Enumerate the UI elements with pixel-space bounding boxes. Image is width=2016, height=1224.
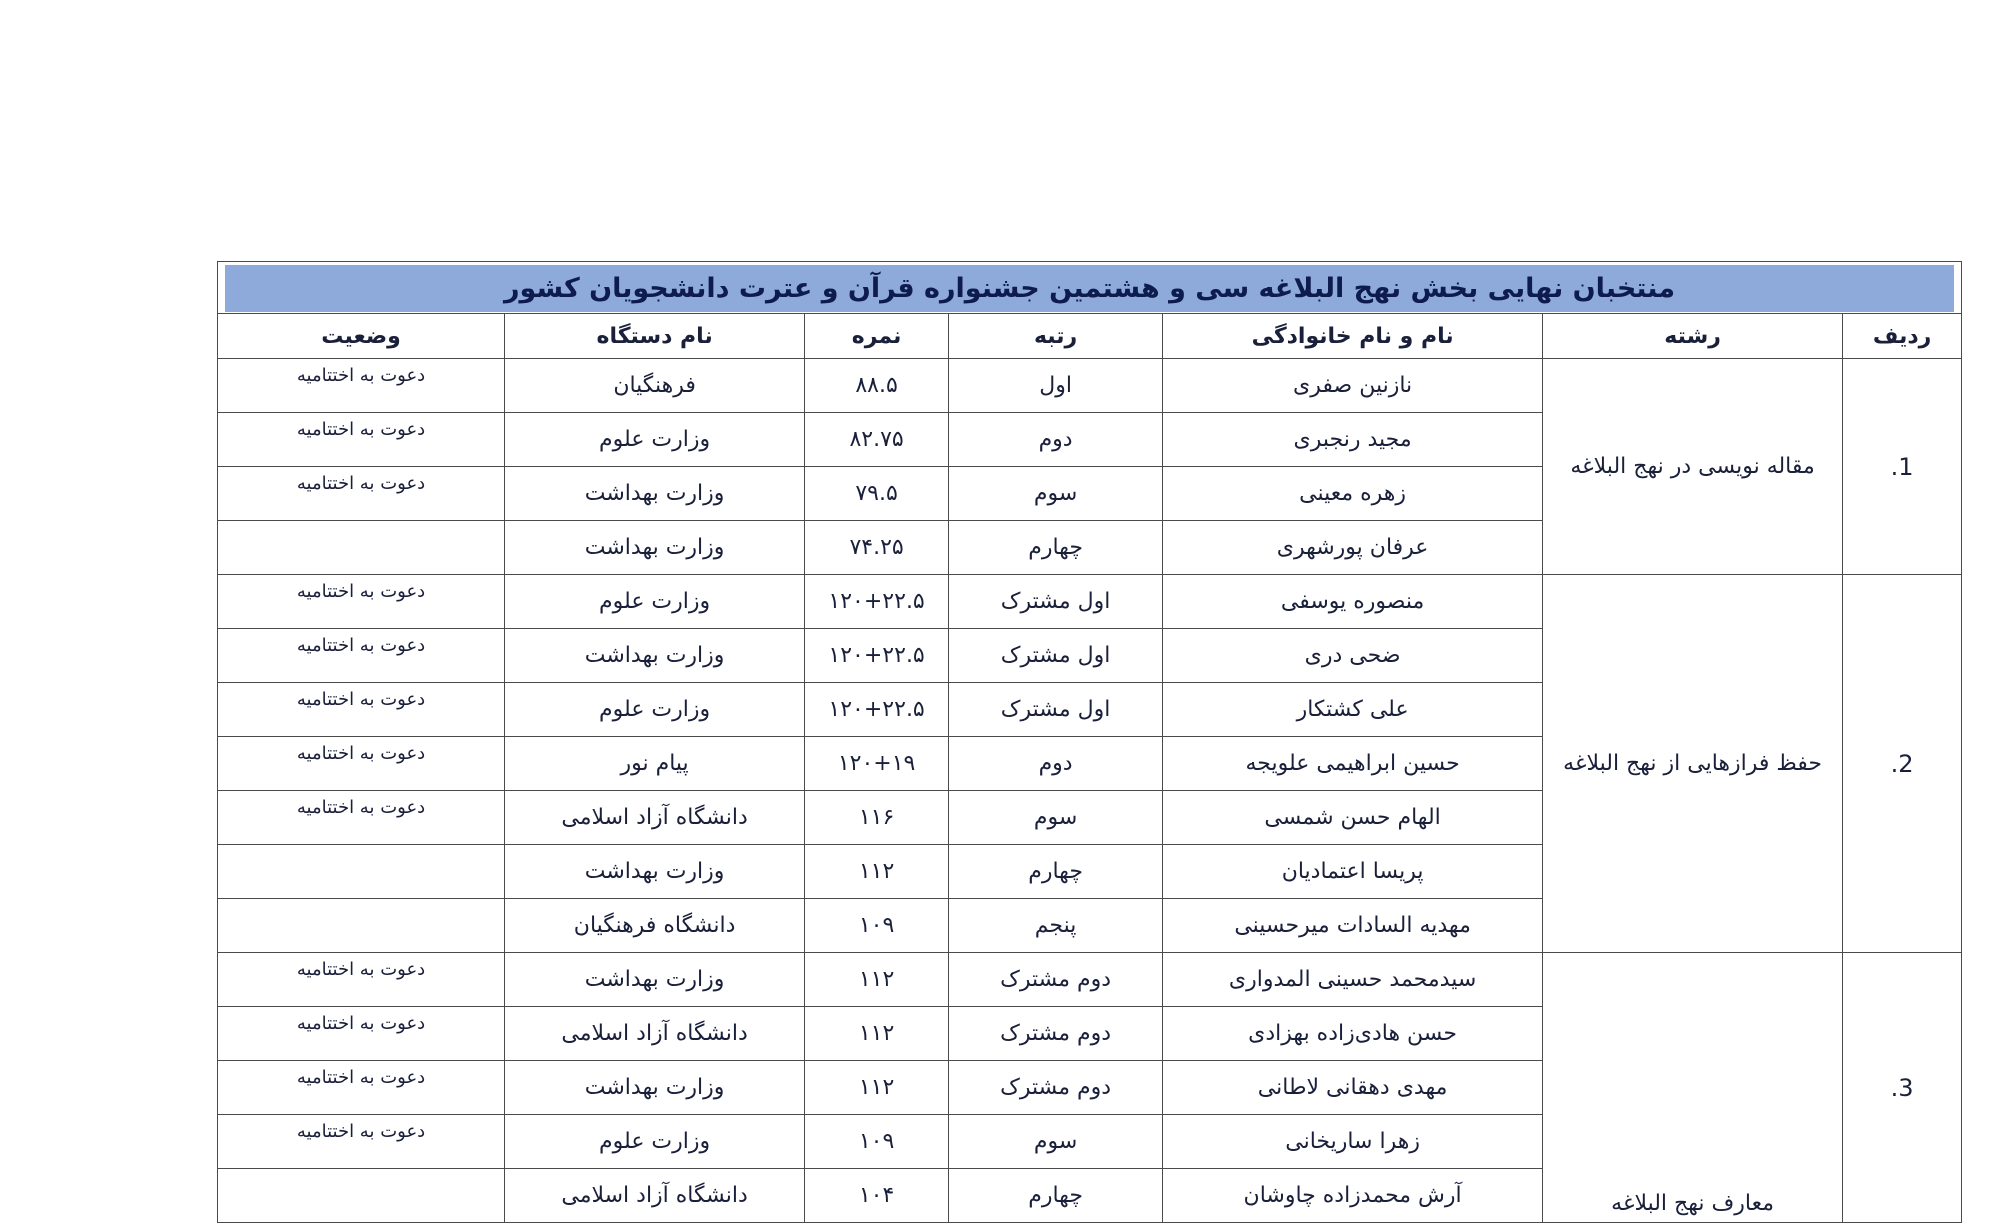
rank-cell: دوم (949, 413, 1163, 467)
status-cell: دعوت به اختتامیه (218, 791, 505, 845)
score-cell: ۱۲۰+۱۹ (805, 737, 949, 791)
status-cell: دعوت به اختتامیه (218, 1007, 505, 1061)
status-cell (218, 899, 505, 953)
organization-cell: وزارت بهداشت (505, 953, 805, 1007)
rank-cell: چهارم (949, 1169, 1163, 1223)
status-cell: دعوت به اختتامیه (218, 1061, 505, 1115)
status-cell: دعوت به اختتامیه (218, 467, 505, 521)
group-number: 2. (1843, 575, 1962, 953)
results-table (217, 261, 1962, 1223)
status-cell: دعوت به اختتامیه (218, 413, 505, 467)
name-cell: ضحی دری (1163, 629, 1543, 683)
status-cell: دعوت به اختتامیه (218, 575, 505, 629)
organization-cell: وزارت علوم (505, 575, 805, 629)
name-cell: مهدیه السادات میرحسینی (1163, 899, 1543, 953)
group-field: مقاله نویسی در نهج البلاغه (1543, 359, 1843, 575)
status-cell (218, 845, 505, 899)
organization-cell: وزارت علوم (505, 683, 805, 737)
header-organization: نام دستگاه (505, 314, 805, 359)
name-cell: نازنین صفری (1163, 359, 1543, 413)
name-cell: علی کشتکار (1163, 683, 1543, 737)
organization-cell: وزارت بهداشت (505, 629, 805, 683)
status-cell (218, 521, 505, 575)
organization-cell: پیام نور (505, 737, 805, 791)
organization-cell: دانشگاه آزاد اسلامی (505, 1007, 805, 1061)
status-cell (218, 1169, 505, 1223)
header-row (218, 314, 1962, 359)
rank-cell: دوم مشترک (949, 953, 1163, 1007)
score-cell: ۸۸.۵ (805, 359, 949, 413)
rank-cell: چهارم (949, 845, 1163, 899)
header-score: نمره (805, 314, 949, 359)
group-number: 1. (1843, 359, 1962, 575)
status-cell: دعوت به اختتامیه (218, 1115, 505, 1169)
rank-cell: اول مشترک (949, 575, 1163, 629)
rank-cell: اول مشترک (949, 629, 1163, 683)
table-title: منتخبان نهایی بخش نهج البلاغه سی و هشتمین جشنواره قرآن و عترت دانشجویان کشور (225, 265, 1954, 312)
name-cell: منصوره یوسفی (1163, 575, 1543, 629)
header-rank: رتبه (949, 314, 1163, 359)
rank-cell: دوم مشترک (949, 1007, 1163, 1061)
organization-cell: فرهنگیان (505, 359, 805, 413)
score-cell: ۱۲۰+۲۲.۵ (805, 575, 949, 629)
organization-cell: وزارت بهداشت (505, 467, 805, 521)
header-name: نام و نام خانوادگی (1163, 314, 1543, 359)
organization-cell: دانشگاه آزاد اسلامی (505, 1169, 805, 1223)
organization-cell: وزارت علوم (505, 1115, 805, 1169)
organization-cell: وزارت علوم (505, 413, 805, 467)
score-cell: ۱۲۰+۲۲.۵ (805, 683, 949, 737)
header-row-number: ردیف (1843, 314, 1962, 359)
group-field: حفظ فرازهایی از نهج البلاغه (1543, 575, 1843, 953)
rank-cell: دوم (949, 737, 1163, 791)
score-cell: ۱۱۲ (805, 1061, 949, 1115)
status-cell: دعوت به اختتامیه (218, 359, 505, 413)
name-cell: حسین ابراهیمی علویجه (1163, 737, 1543, 791)
name-cell: زهره معینی (1163, 467, 1543, 521)
status-cell: دعوت به اختتامیه (218, 683, 505, 737)
rank-cell: چهارم (949, 521, 1163, 575)
score-cell: ۱۱۲ (805, 953, 949, 1007)
score-cell: ۷۹.۵ (805, 467, 949, 521)
organization-cell: دانشگاه فرهنگیان (505, 899, 805, 953)
status-cell: دعوت به اختتامیه (218, 953, 505, 1007)
score-cell: ۱۰۴ (805, 1169, 949, 1223)
name-cell: سیدمحمد حسینی المدواری (1163, 953, 1543, 1007)
name-cell: مجید رنجبری (1163, 413, 1543, 467)
name-cell: پریسا اعتمادیان (1163, 845, 1543, 899)
name-cell: مهدی دهقانی لاطانی (1163, 1061, 1543, 1115)
table-body (218, 359, 1962, 1223)
header-status: وضعیت (218, 314, 505, 359)
group-field: معارف نهج البلاغه (1543, 953, 1843, 1223)
status-cell: دعوت به اختتامیه (218, 629, 505, 683)
score-cell: ۱۱۲ (805, 845, 949, 899)
name-cell: الهام حسن شمسی (1163, 791, 1543, 845)
organization-cell: وزارت بهداشت (505, 845, 805, 899)
table-row (218, 953, 1962, 1007)
score-cell: ۱۰۹ (805, 899, 949, 953)
name-cell: عرفان پورشهری (1163, 521, 1543, 575)
name-cell: حسن هادی‌زاده بهزادی (1163, 1007, 1543, 1061)
status-cell: دعوت به اختتامیه (218, 737, 505, 791)
table-row (218, 575, 1962, 629)
rank-cell: پنجم (949, 899, 1163, 953)
rank-cell: سوم (949, 467, 1163, 521)
header-field: رشته (1543, 314, 1843, 359)
score-cell: ۱۱۶ (805, 791, 949, 845)
score-cell: ۱۲۰+۲۲.۵ (805, 629, 949, 683)
score-cell: ۷۴.۲۵ (805, 521, 949, 575)
rank-cell: سوم (949, 1115, 1163, 1169)
score-cell: ۸۲.۷۵ (805, 413, 949, 467)
name-cell: زهرا ساریخانی (1163, 1115, 1543, 1169)
score-cell: ۱۱۲ (805, 1007, 949, 1061)
organization-cell: وزارت بهداشت (505, 521, 805, 575)
title-cell (218, 262, 1962, 314)
score-cell: ۱۰۹ (805, 1115, 949, 1169)
rank-cell: سوم (949, 791, 1163, 845)
rank-cell: اول (949, 359, 1163, 413)
organization-cell: دانشگاه آزاد اسلامی (505, 791, 805, 845)
rank-cell: اول مشترک (949, 683, 1163, 737)
table-row (218, 359, 1962, 413)
organization-cell: وزارت بهداشت (505, 1061, 805, 1115)
group-number: 3. (1843, 953, 1962, 1223)
rank-cell: دوم مشترک (949, 1061, 1163, 1115)
name-cell: آرش محمدزاده چاوشان (1163, 1169, 1543, 1223)
